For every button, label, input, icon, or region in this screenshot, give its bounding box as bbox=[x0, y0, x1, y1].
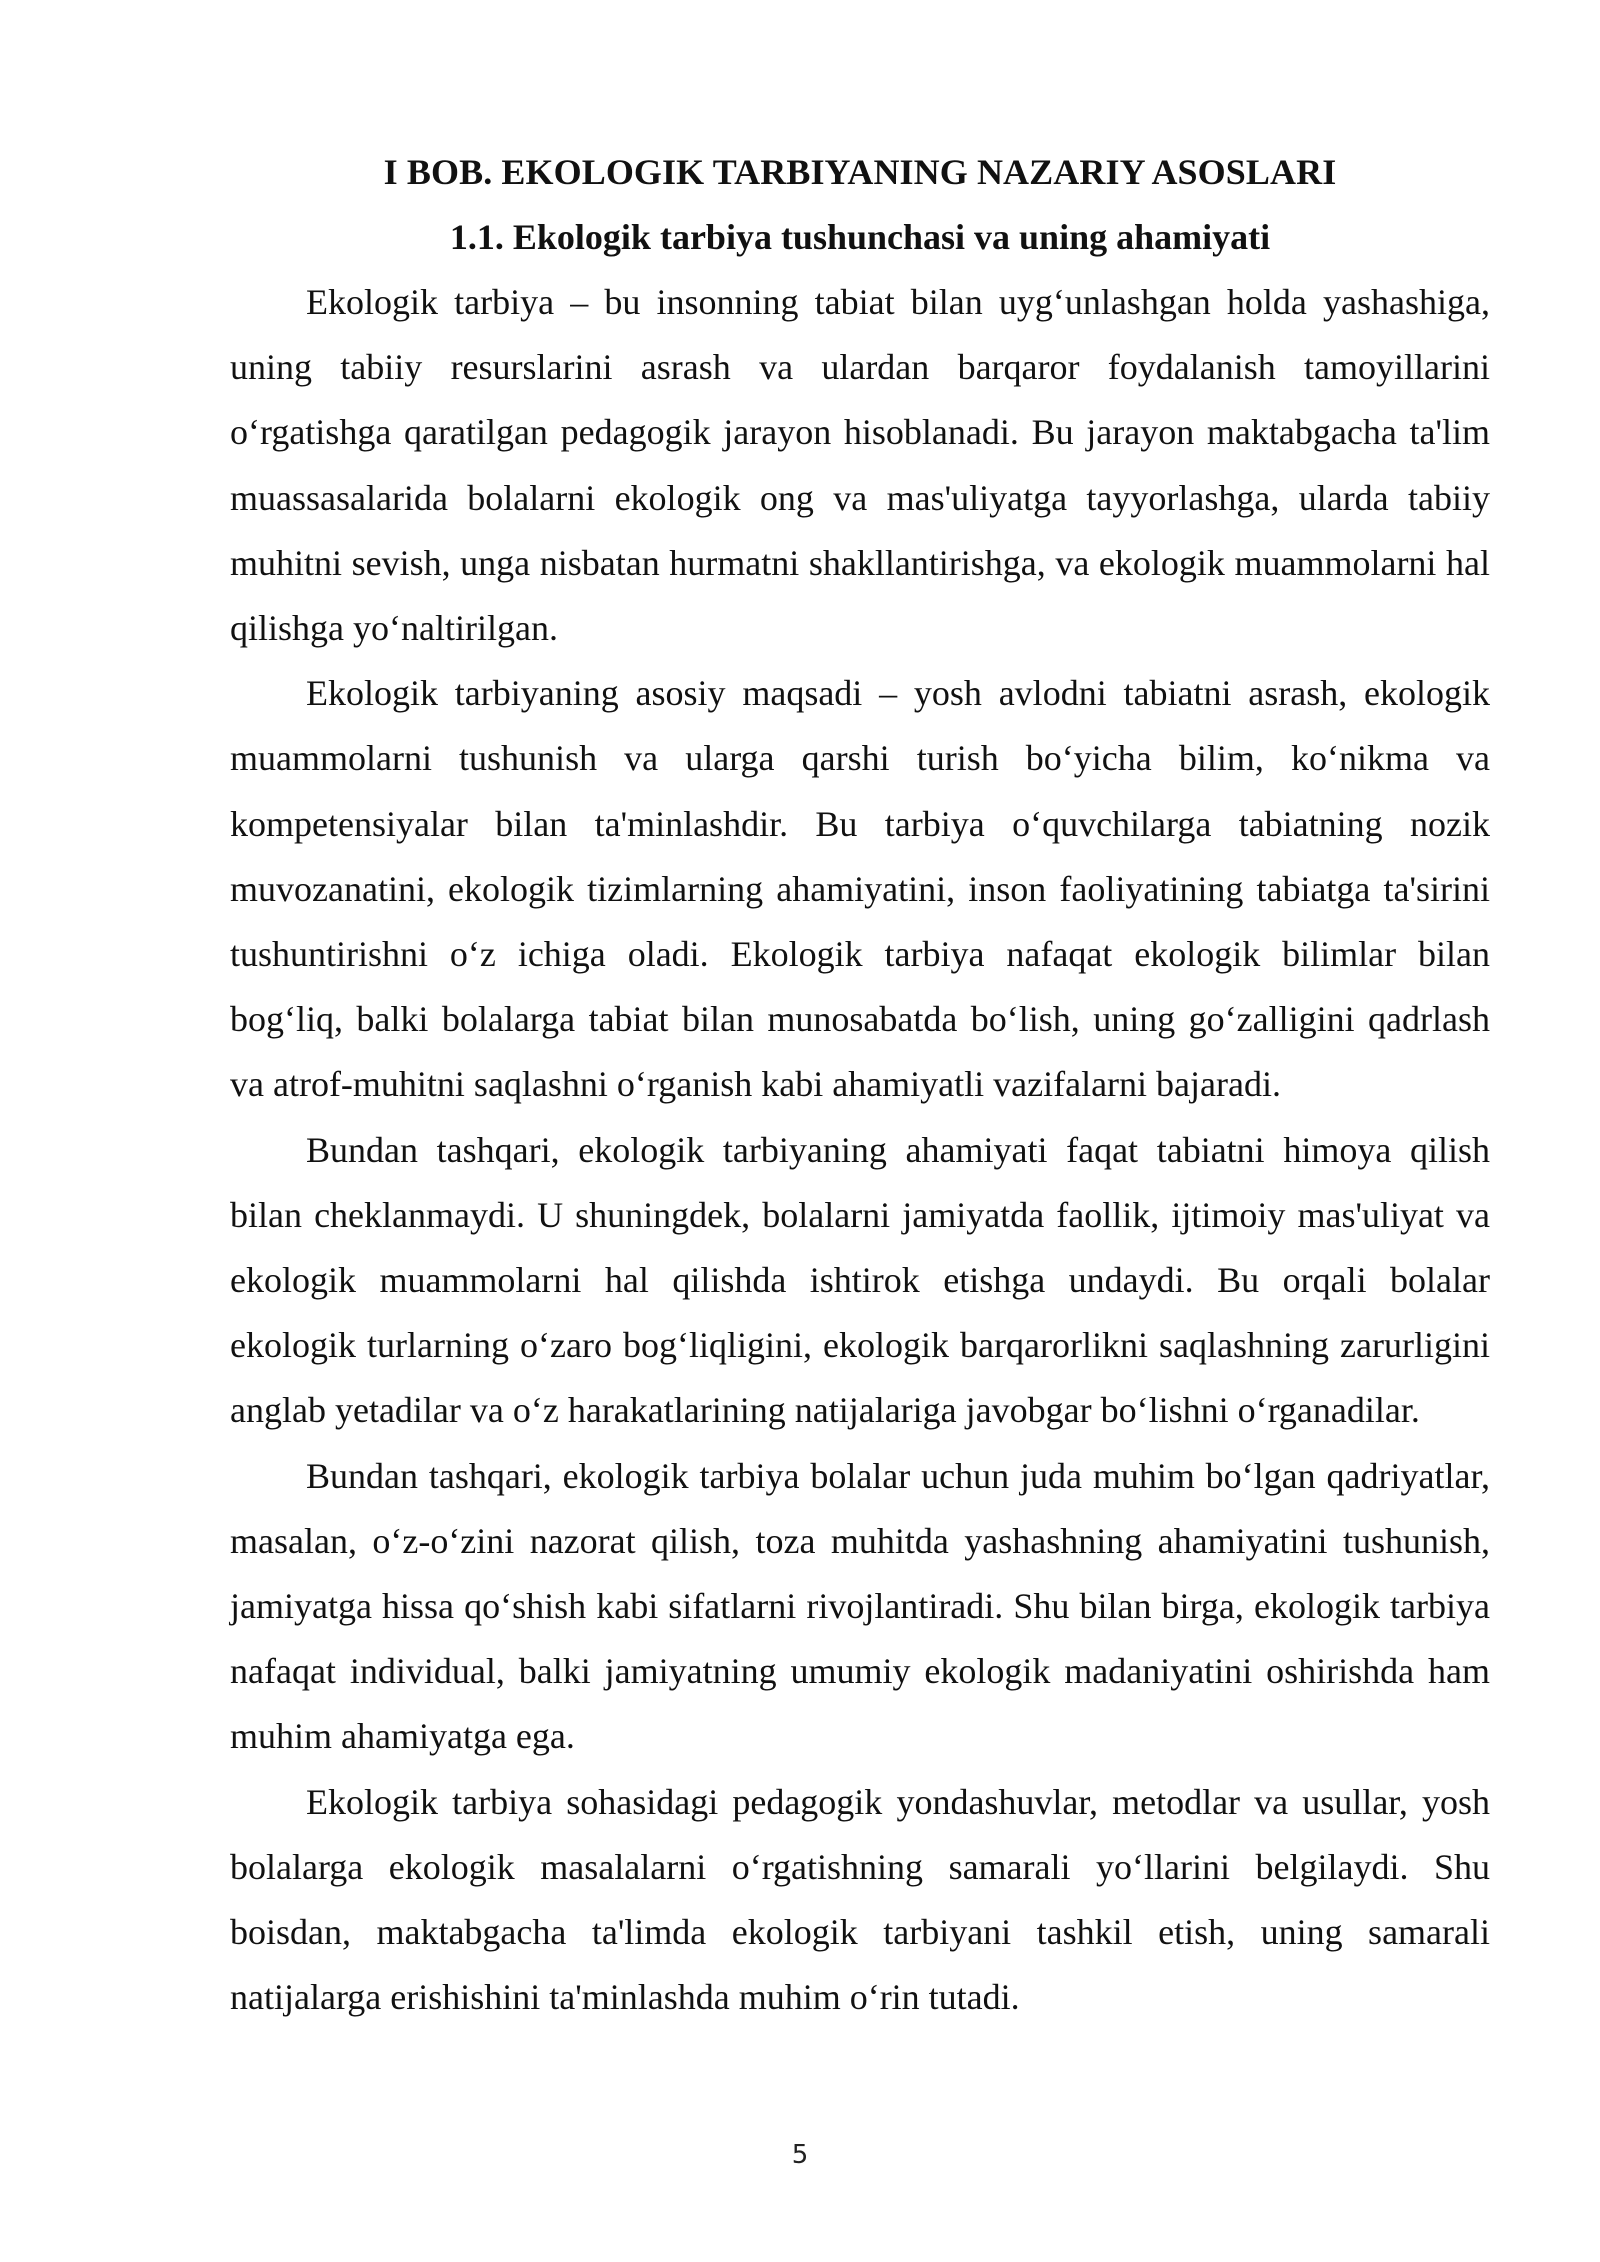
paragraph-2: Ekologik tarbiyaning asosiy maqsadi – yosh avlodni tabiatni asrash, ekologik muammolarni tushunish va ularga qarshi turish bo‘yicha bilim, ko‘nikma va kompetensiyalar bilan ta'minlashdir. Bu tarbiya o‘quvchilarga tabiatning nozik muvozanatini, ekologik tizimlarning ahamiyatini, inson faoliyatining tabiatga ta'sirini tushuntirishni o‘z ichiga oladi. Ekologik tarbiya nafaqat ekologik bilimlar bilan bog‘liq, balki bolalarga tabiat bilan munosabatda bo‘lish, uning go‘zalligini qadrlash va atrof-muhitni saqlashni o‘rganish kabi ahamiyatli vazifalarni bajaradi. bbox=[230, 673, 1490, 1105]
paragraph-1: Ekologik tarbiya – bu insonning tabiat bilan uyg‘unlashgan holda yashashiga, uning tabiiy resurslarini asrash va ulardan barqaror foydalanish tamoyillarini o‘rgatishga qaratilgan pedagogik jarayon hisoblanadi. Bu jarayon maktabgacha ta'lim muassasalarida bolalarni ekologik ong va mas'uliyatga tayyorlashga, ularda tabiiy muhitni sevish, unga nisbatan hurmatni shakllantirishga, va ekologik muammolarni hal qilishga yo‘naltirilgan. bbox=[230, 282, 1490, 649]
chapter-title: I BOB. EKOLOGIK TARBIYANING NAZARIY ASOSLARI bbox=[383, 152, 1337, 192]
section-title: 1.1. Ekologik tarbiya tushunchasi va uning ahamiyati bbox=[449, 217, 1271, 257]
paragraph-4: Bundan tashqari, ekologik tarbiya bolalar uchun juda muhim bo‘lgan qadriyatlar, masalan, o‘z-o‘zini nazorat qilish, toza muhitda yashashning ahamiyatini tushunish, jamiyatga hissa qo‘shish kabi sifatlarni rivojlantiradi. Shu bilan birga, ekologik tarbiya nafaqat individual, balki jamiyatning umumiy ekologik madaniyatini oshirishda ham muhim ahamiyatga ega. bbox=[230, 1455, 1490, 1757]
paragraph-3: Bundan tashqari, ekologik tarbiyaning ahamiyati faqat tabiatni himoya qilish bilan cheklanmaydi. U shuningdek, bolalarni jamiyatda faollik, ijtimoiy mas'uliyat va ekologik muammolarni hal qilishda ishtirok etishga undaydi. Bu orqali bolalar ekologik turlarning o‘zaro bog‘liqligini, ekologik barqarorlikni saqlashning zarurligini anglab yetadilar va o‘z harakatlarining natijalariga javobgar bo‘lishni o‘rganadilar. bbox=[230, 1129, 1490, 1431]
paragraph-5: Ekologik tarbiya sohasidagi pedagogik yondashuvlar, metodlar va usullar, yosh bolalarga ekologik masalalarni o‘rgatishning samarali yo‘llarini belgilaydi. Shu boisdan, maktabgacha ta'limda ekologik tarbiyani tashkil etish, uning samarali natijalarga erishishini ta'minlashda muhim o‘rin tutadi. bbox=[230, 1781, 1490, 2018]
page-number: 5 bbox=[791, 2140, 809, 2170]
page-body bbox=[230, 140, 1490, 2030]
